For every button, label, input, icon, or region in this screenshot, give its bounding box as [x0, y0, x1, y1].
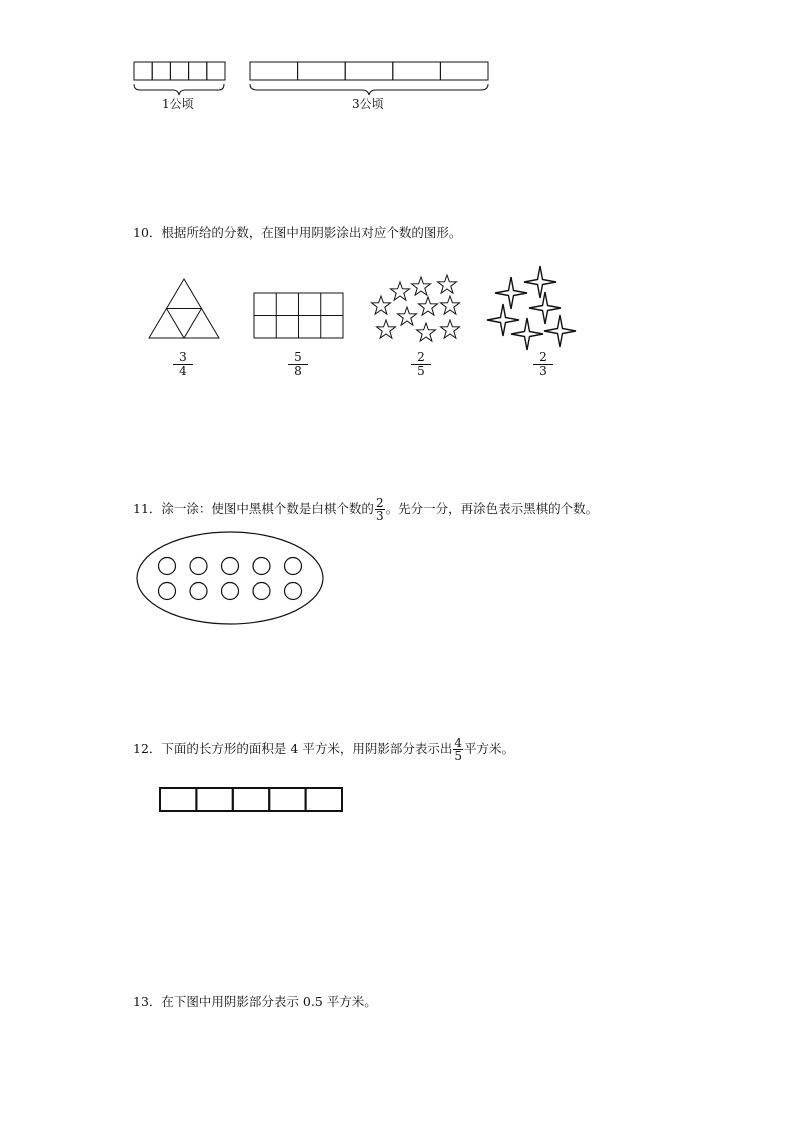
area-cell[interactable]	[269, 788, 305, 811]
question-13: 13．在下图中用阴影部分表示 0.5 平方米。	[133, 994, 377, 1009]
question-10-text: 根据所给的分数，在图中用阴影涂出对应个数的图形。	[161, 225, 462, 240]
question-10: 10．根据所给的分数，在图中用阴影涂出对应个数的图形。	[133, 225, 462, 240]
fraction-label-sparkles: 2 3	[533, 351, 553, 378]
question-12: 12．下面的长方形的面积是 4 平方米，用阴影部分表示出 $\frac{4}{5}$ 平方米。	[133, 736, 514, 763]
question-12-text-before: 下面的长方形的面积是 4 平方米，用阴影部分表示出	[161, 741, 453, 756]
label-1-hectare: 1公顷	[162, 97, 194, 111]
question-13-text: 在下图中用阴影部分表示 0.5 平方米。	[161, 994, 377, 1009]
question-11: 11．涂一涂：使图中黑棋个数是白棋个数的 $\frac{2}{3}$ 。先分一分，再涂色表示黑棋的个数。	[133, 496, 599, 523]
question-11-fraction: $\frac{2}{3}$	[375, 496, 384, 523]
fraction-label-rectangle: 5 8	[288, 351, 308, 378]
question-12-fraction: $\frac{4}{5}$	[454, 736, 462, 763]
area-cell[interactable]	[196, 788, 232, 811]
area-rectangle-cells[interactable]	[160, 788, 342, 811]
fraction-label-triangle: 3 4	[173, 351, 193, 378]
question-12-text-after: 平方米。	[463, 741, 514, 756]
area-cell[interactable]	[306, 788, 342, 811]
question-11-number: 11	[133, 501, 149, 516]
label-3-hectares: 3公顷	[352, 97, 384, 111]
question-11-text-after: 。先分一分，再涂色表示黑棋的个数。	[385, 501, 599, 516]
area-cell[interactable]	[233, 788, 269, 811]
question-13-number: 13	[133, 994, 149, 1009]
area-cell[interactable]	[160, 788, 196, 811]
question-12-number: 12	[133, 741, 149, 756]
fraction-label-stars: 2 5	[411, 351, 431, 378]
question-11-text-before: 涂一涂：使图中黑棋个数是白棋个数的	[161, 501, 374, 516]
question-10-number: 10	[133, 225, 149, 240]
